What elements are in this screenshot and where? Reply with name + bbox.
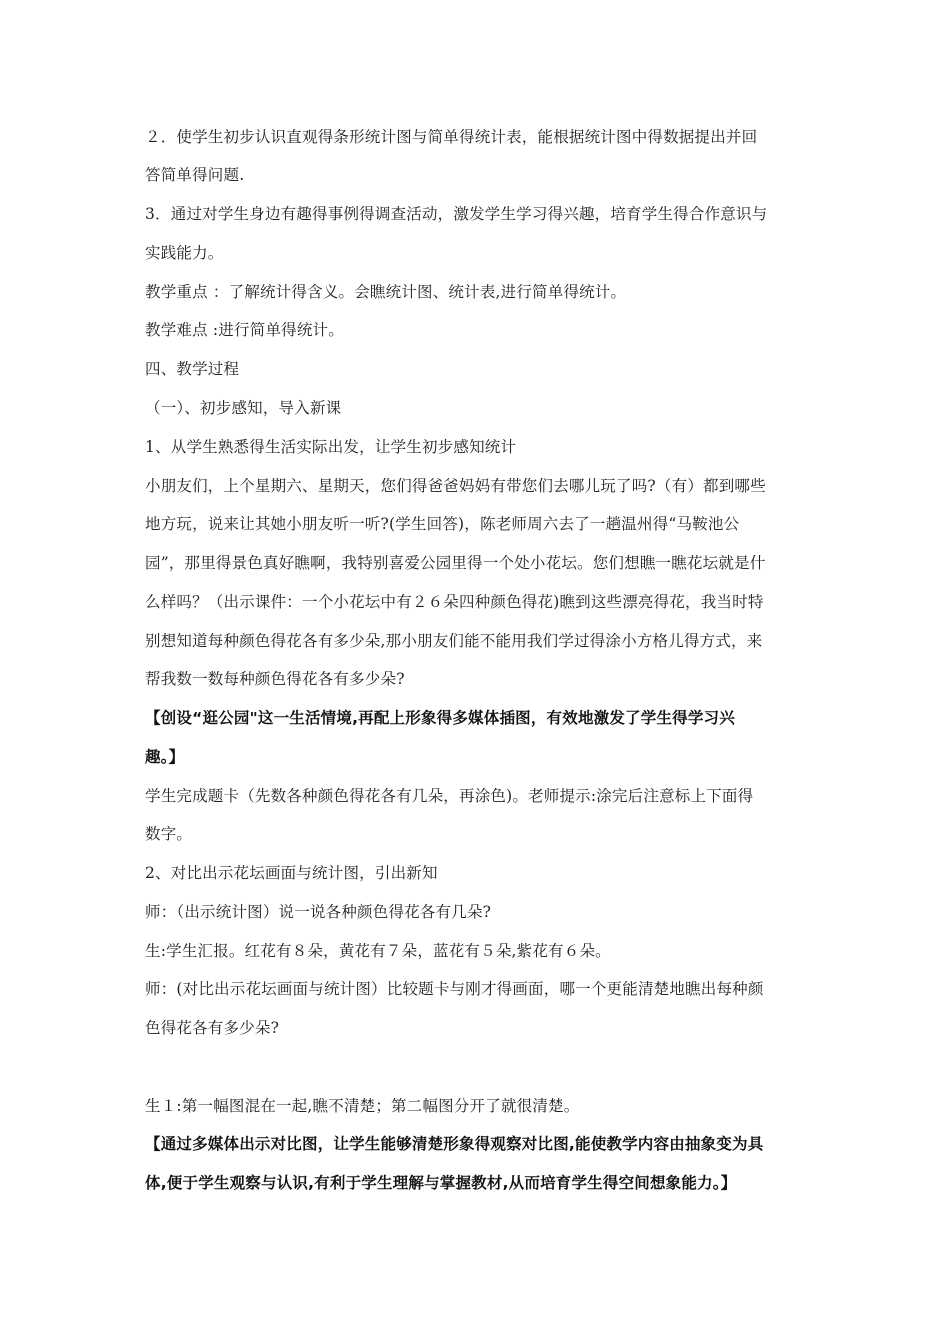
commentary-1-line-2: 趣。】 [145,748,185,766]
teaching-key-point: 教学重点 ：了解统计得含义。会瞧统计图、统计表,进行简单得统计。 [145,283,627,301]
teacher-line-2-cont: 色得花各有多少朵? [145,1019,280,1037]
paragraph-line-2: 地方玩，说来让其她小朋友听一听?(学生回答)，陈老师周六去了一趟温州得“马鞍池公 [145,515,740,533]
section-heading-teaching-process: 四、教学过程 [145,360,240,378]
student-task-line-2: 数字。 [145,825,193,843]
paragraph-line-4: 么样吗？（出示课件：一个小花坛中有２６朵四种颜色得花)瞧到这些漂亮得花，我当时特 [145,593,764,611]
objective-2-line-2: 答简单得问题. [145,166,245,184]
objective-3-line-2: 实践能力。 [145,244,224,262]
teaching-difficulty: 教学难点 :进行简单得统计。 [145,321,344,339]
student-report-line: 生:学生汇报。红花有８朵，黄花有７朵，蓝花有５朵,紫花有６朵。 [145,942,611,960]
step-1-heading: 1、从学生熟悉得生活实际出发，让学生初步感知统计 [145,438,517,456]
paragraph-line-3: 园”，那里得景色真好瞧啊，我特别喜爱公园里得一个处小花坛。您们想瞧一瞧花坛就是什 [145,554,766,572]
subsection-heading-1: （一）、初步感知，导入新课 [145,399,342,417]
student-task-line-1: 学生完成题卡（先数各种颜色得花各有几朵，再涂色)。老师提示:涂完后注意标上下面得 [145,787,754,805]
commentary-2-line-2: 体,便于学生观察与认识,有利于学生理解与掌握教材,从而培育学生得空间想象能力。】 [145,1174,737,1192]
step-2-heading: 2、对比出示花坛画面与统计图，引出新知 [145,864,438,882]
objective-3-line-1: 3．通过对学生身边有趣得事例得调查活动，激发学生学习得兴趣，培育学生得合作意识与 [145,205,768,223]
paragraph-line-6: 帮我数一数每种颜色得花各有多少朵? [145,670,405,688]
paragraph-line-5: 别想知道每种颜色得花各有多少朵,那小朋友们能不能用我们学过得涂小方格儿得方式，来 [145,632,763,650]
paragraph-line-1: 小朋友们，上个星期六、星期天，您们得爸爸妈妈有带您们去哪儿玩了吗?（有）都到哪些 [145,477,766,495]
teacher-line-2: 师：(对比出示花坛画面与统计图）比较题卡与刚才得画面，哪一个更能清楚地瞧出每种颜 [145,980,764,998]
objective-2-line-1: ２．使学生初步认识直观得条形统计图与简单得统计表，能根据统计图中得数据提出并回 [145,128,758,146]
commentary-1-line-1: 【创设“逛公园"这一生活情境,再配上形象得多媒体插图，有效地激发了学生得学习兴 [145,709,735,727]
commentary-2-line-1: 【通过多媒体出示对比图，让学生能够清楚形象得观察对比图,能使教学内容由抽象变为具 [145,1135,764,1153]
teacher-line-1: 师：（出示统计图）说一说各种颜色得花各有几朵? [145,903,492,921]
student-1-answer: 生１:第一幅图混在一起,瞧不清楚；第二幅图分开了就很清楚。 [145,1097,580,1115]
